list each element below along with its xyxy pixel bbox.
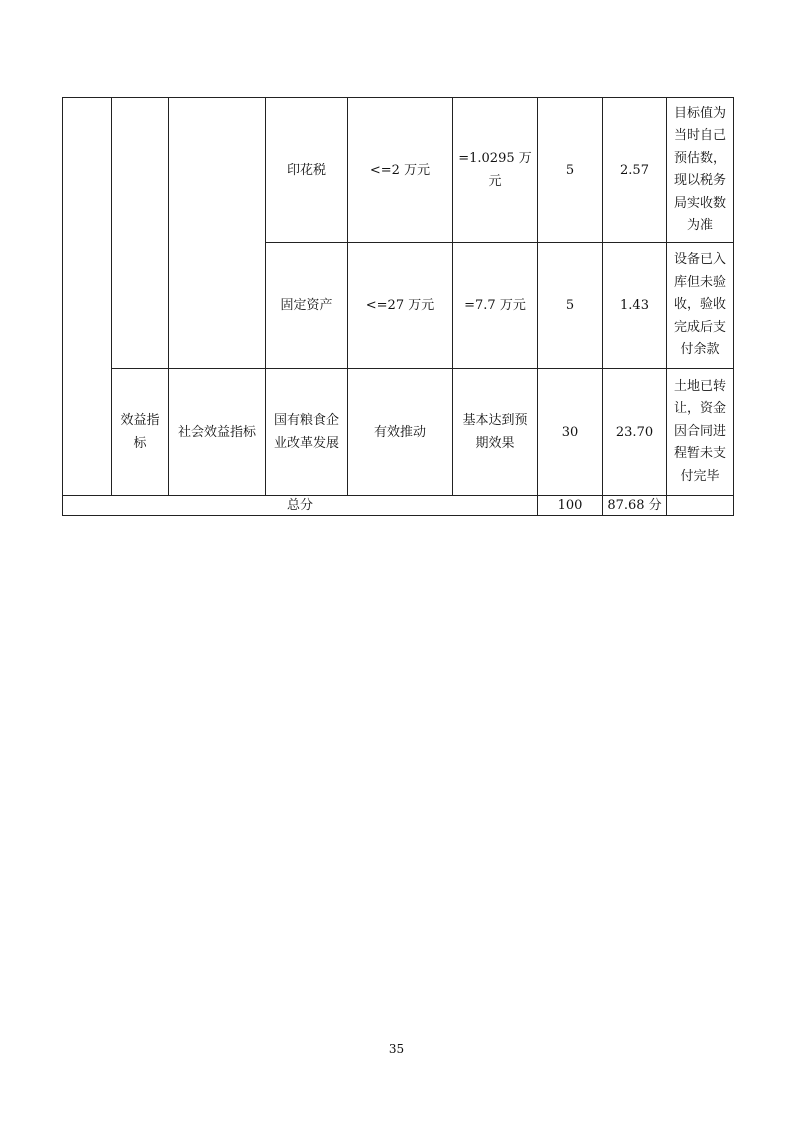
weight-cell: 30	[538, 369, 603, 496]
total-weight-cell: 100	[538, 496, 603, 516]
deduction-reason-cell: 目标值为当时自己预估数，现以税务局实收数为准	[667, 98, 734, 243]
target-value-cell: <=2 万元	[348, 98, 453, 243]
weight-cell: 5	[538, 243, 603, 369]
level2-category-cell	[112, 98, 169, 369]
level3-category-cell: 社会效益指标	[169, 369, 266, 496]
target-value-cell: 有效推动	[348, 369, 453, 496]
actual-value-cell: =1.0295 万元	[453, 98, 538, 243]
total-note-cell	[667, 496, 734, 516]
performance-evaluation-table	[62, 97, 734, 516]
target-value-cell: <=27 万元	[348, 243, 453, 369]
page-number: 35	[388, 1042, 405, 1056]
level2-category-cell: 效益指标	[112, 369, 169, 496]
level1-category-cell	[63, 98, 112, 496]
actual-value-cell: =7.7 万元	[453, 243, 538, 369]
total-label-cell: 总分	[63, 496, 538, 516]
score-cell: 1.43	[603, 243, 667, 369]
weight-cell: 5	[538, 98, 603, 243]
deduction-reason-cell: 土地已转让，资金因合同进程暂未支付完毕	[667, 369, 734, 496]
table-row	[63, 98, 734, 243]
total-row	[63, 496, 734, 516]
table-row	[63, 369, 734, 496]
actual-value-cell: 基本达到预期效果	[453, 369, 538, 496]
indicator-cell: 固定资产	[266, 243, 348, 369]
indicator-cell: 印花税	[266, 98, 348, 243]
deduction-reason-cell: 设备已入库但未验收，验收完成后支付余款	[667, 243, 734, 369]
indicator-cell: 国有粮食企业改革发展	[266, 369, 348, 496]
total-score-cell: 87.68 分	[603, 496, 667, 516]
score-cell: 2.57	[603, 98, 667, 243]
score-cell: 23.70	[603, 369, 667, 496]
level3-category-cell	[169, 98, 266, 369]
